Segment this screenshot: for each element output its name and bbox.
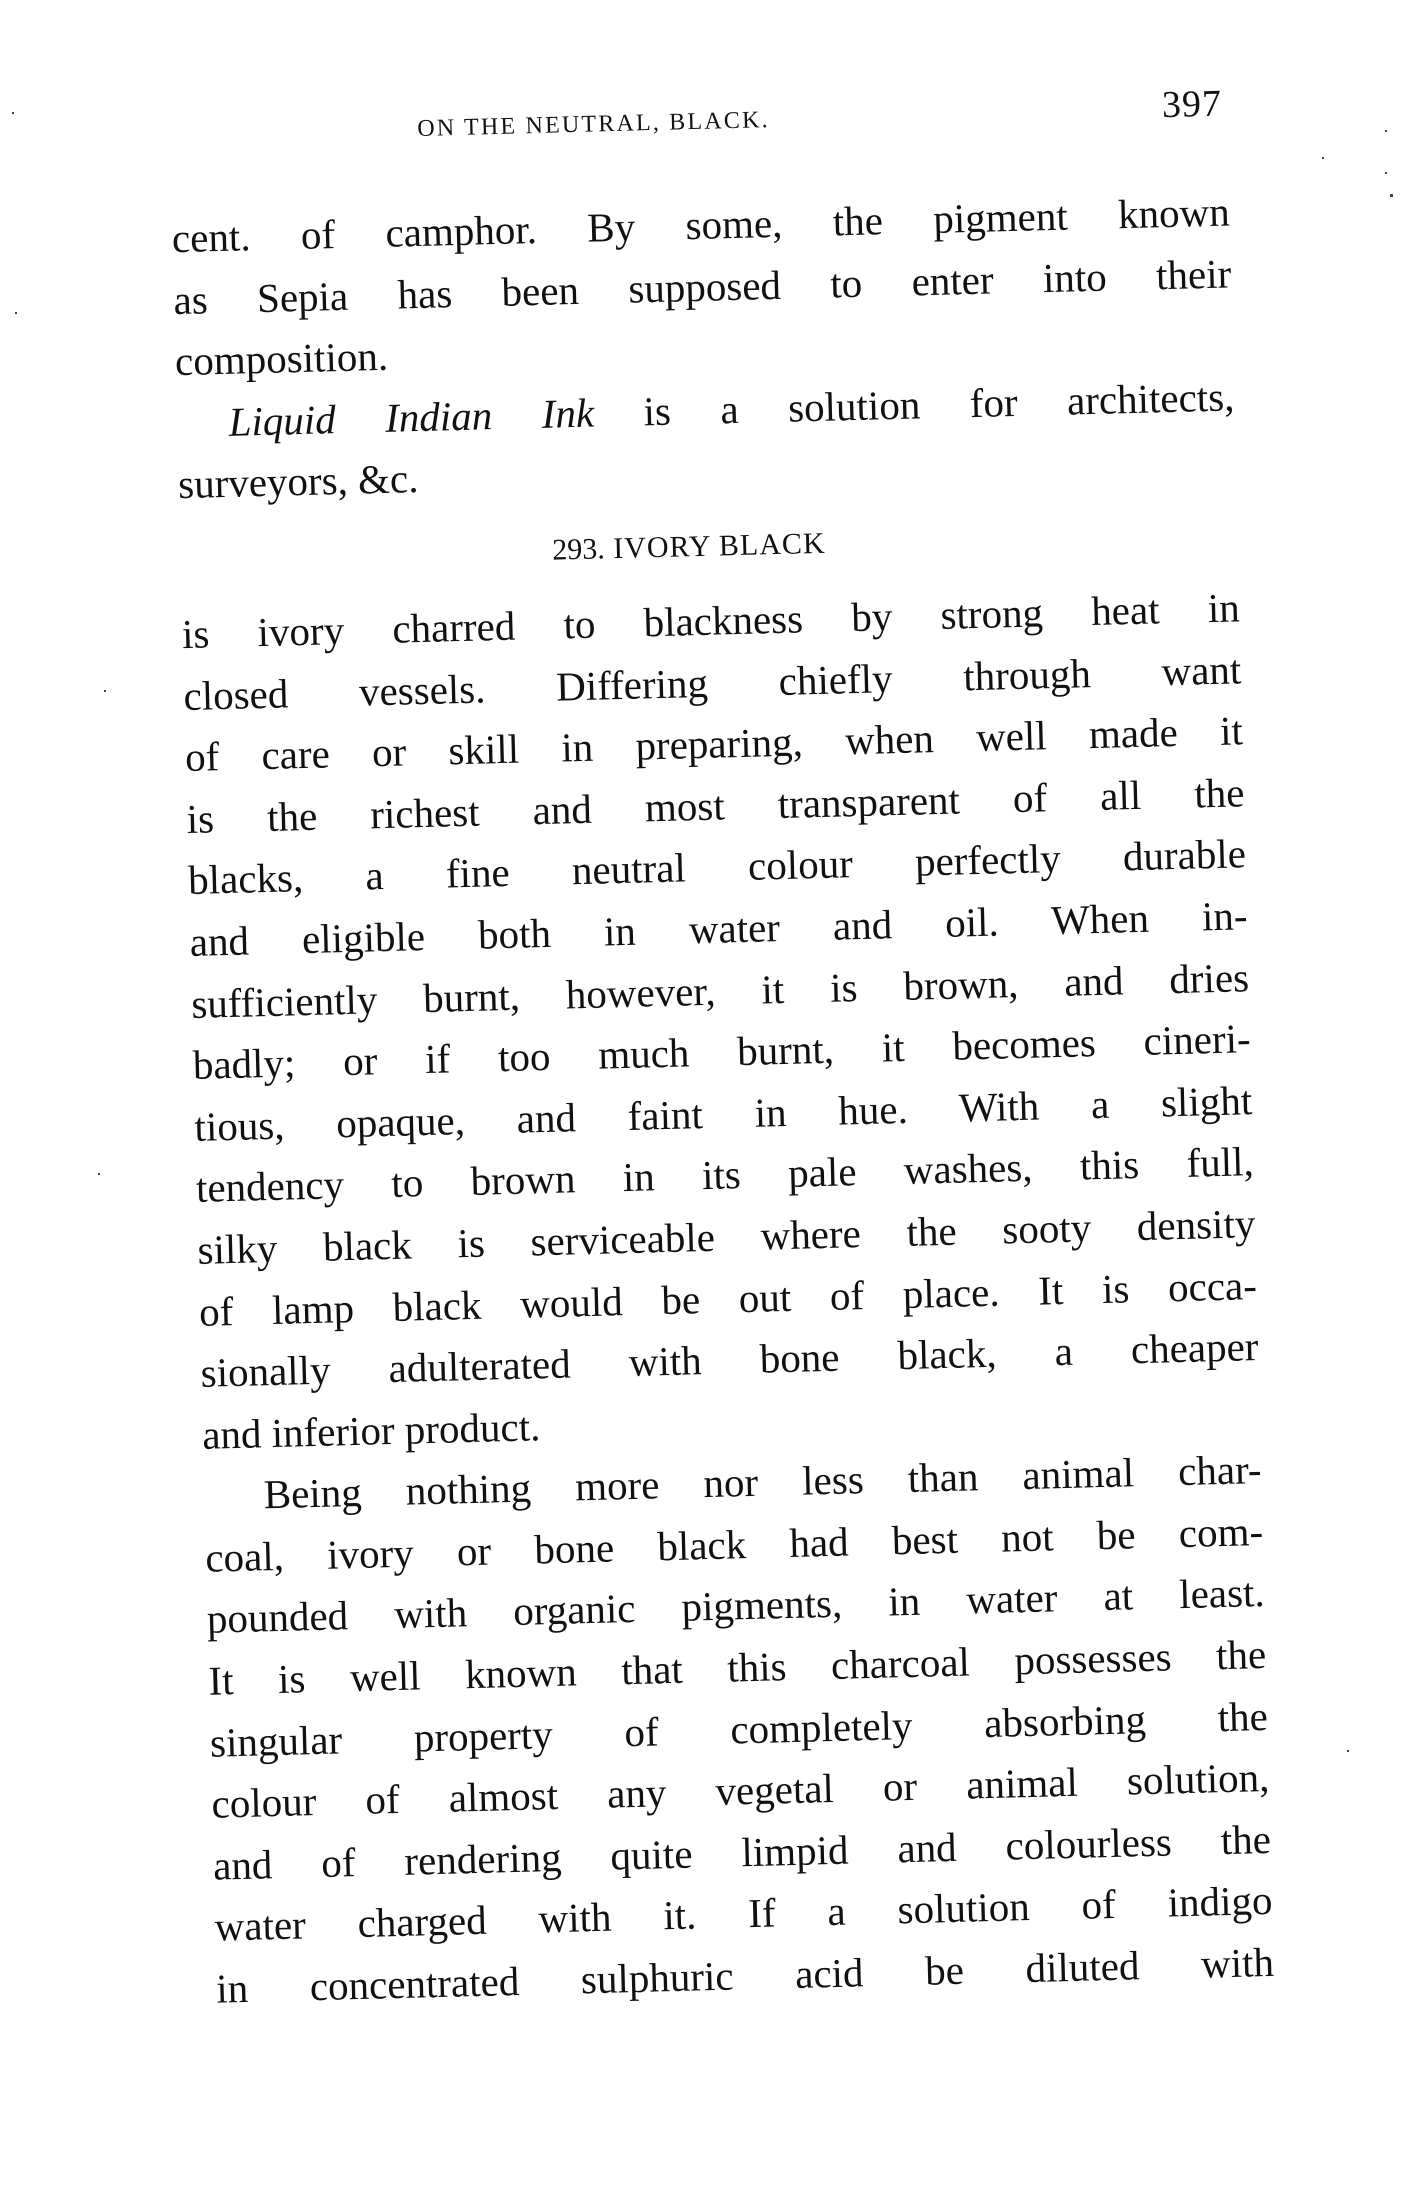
text-line: and inferior product. [201,1402,541,1458]
scan-speck [98,1173,100,1175]
text-line: coal, ivory or bone black had best not be com- [204,1507,1264,1581]
text-line: surveyors, &c. [177,455,419,508]
text-line: Being nothing more nor less than animal char- [263,1446,1263,1518]
text-line: sufficiently burnt, however, it is brown, and dries [190,953,1250,1027]
text-line: as Sepia has been supposed to enter into their [172,250,1232,323]
running-head [177,81,1228,148]
scan-speck [12,112,14,114]
text-line: colour of almost any vegetal or animal solution, [211,1754,1270,1827]
scan-speck [1385,130,1387,132]
text-line: badly; or if too much burnt, it becomes cineri- [192,1015,1252,1089]
text-line: blacks, a fine neutral colour perfectly durable [187,830,1247,904]
scan-speck [1322,157,1324,159]
scan-speck [15,312,17,314]
body-text [171,181,1275,2020]
text-line: tendency to brown in its pale washes, this full, [195,1138,1255,1212]
text-line: closed vessels. Differing chiefly through want [182,645,1242,719]
scan-speck [1385,172,1387,174]
page-number: 397 [1161,82,1223,127]
text-line: water charged with it. If a solution of indigo [214,1877,1273,1951]
text-line: It is well known that this charcoal possesses the [207,1631,1267,1704]
text-line: singular property of completely absorbing the [209,1692,1269,1766]
text-line: tious, opaque, and faint in hue. With a slight [193,1076,1253,1150]
text-line: and eligible both in water and oil. When in- [189,892,1249,965]
text-line: in concentrated sulphuric acid be diluted with [215,1938,1275,2012]
italic-term: Liquid Indian Ink [228,389,595,445]
text-line: silky black is serviceable where the sooty density [196,1200,1256,1273]
text-fragment: is a solution for architects, [593,373,1235,436]
text-line: of care or skill in preparing, when well made it [184,707,1244,781]
running-title: ON THE NEUTRAL, BLACK. [416,107,771,142]
text-line: is the richest and most transparent of all the [186,769,1245,842]
section-number: 293. [551,532,606,567]
text-line: pounded with organic pigments, in water at least. [206,1569,1266,1643]
text-line: composition. [174,332,389,385]
scan-speck [104,690,106,692]
text-line: is ivory charred to blackness by strong heat in [181,584,1241,658]
text-line: sionally adulterated with bone black, a cheaper [200,1323,1259,1396]
scan-speck [1347,1750,1349,1752]
text-line: and of rendering quite limpid and colourless the [212,1815,1272,1889]
text-line: of lamp black would be out of place. It is occa- [198,1261,1258,1335]
text-line: cent. of camphor. By some, the pigment known [171,188,1231,262]
section-title: IVORY BLACK [612,526,827,566]
scan-speck [1390,194,1393,197]
